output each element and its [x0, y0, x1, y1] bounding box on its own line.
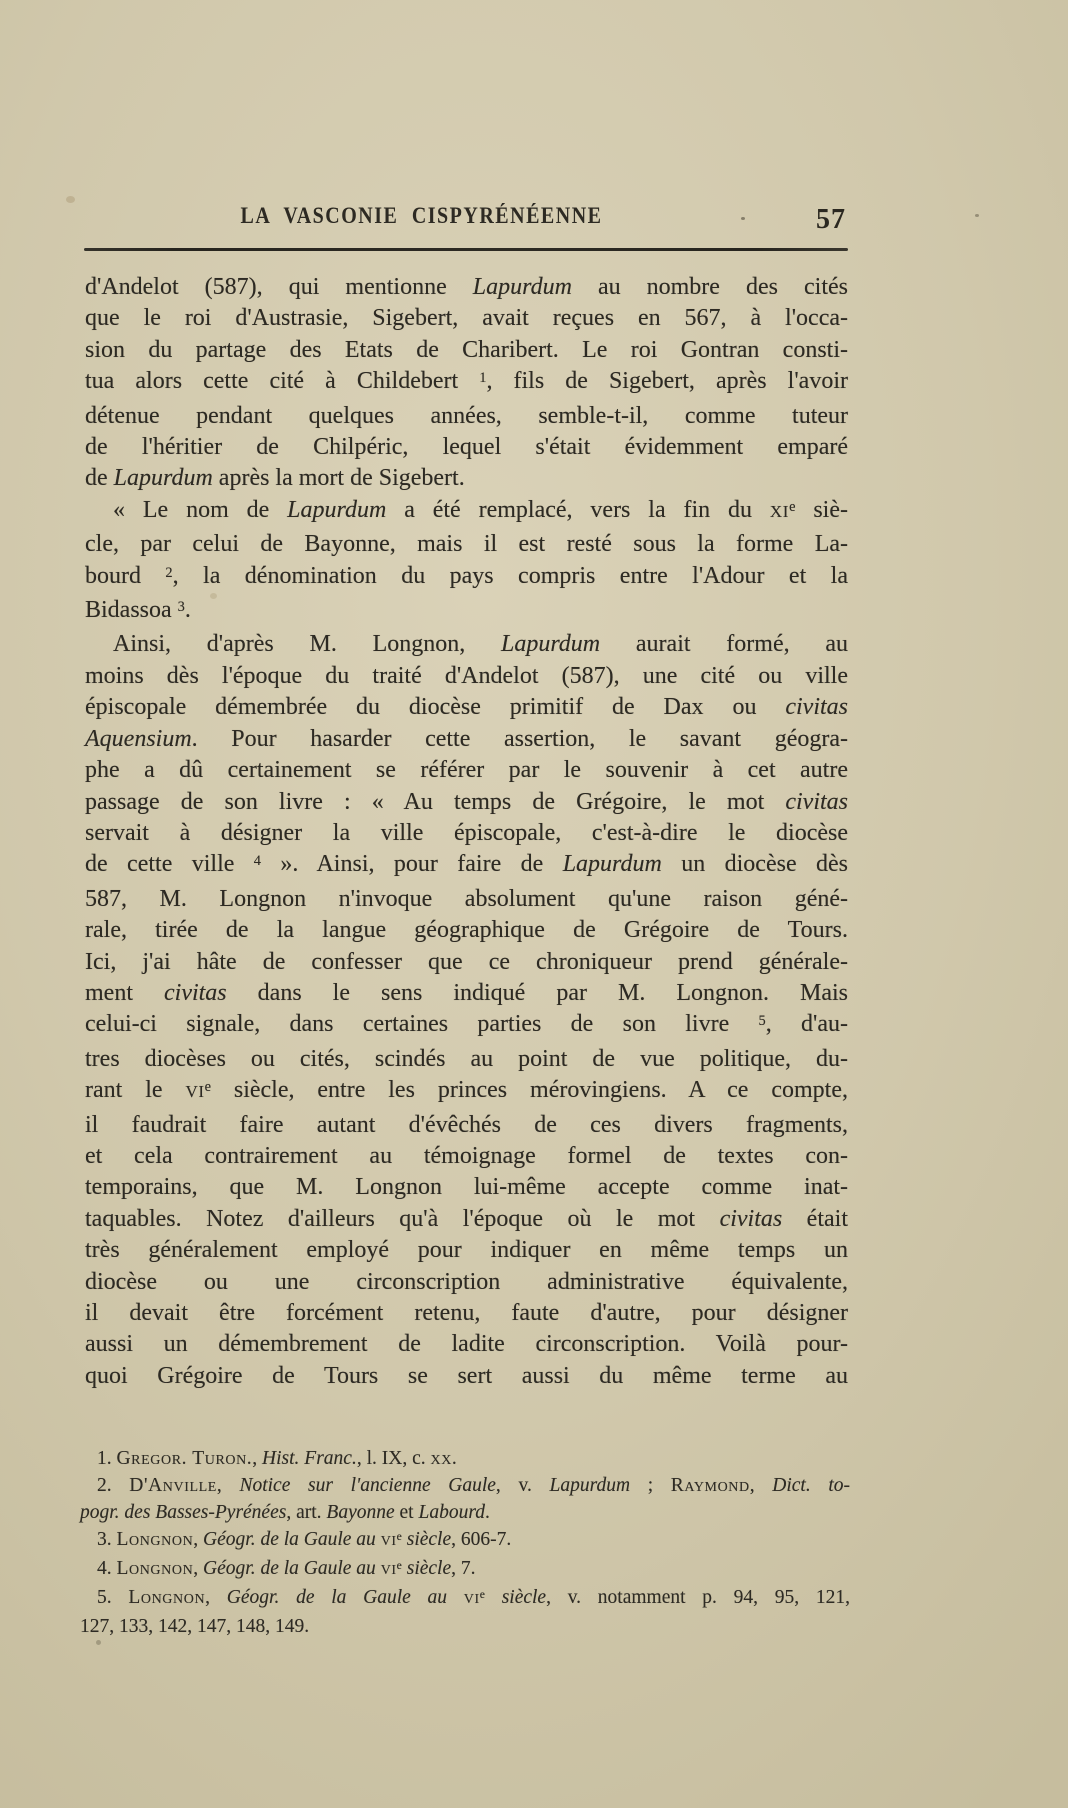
text-segment: Longnon [116, 1529, 194, 1550]
footnote-reference: 1 [479, 370, 487, 387]
scan-speck [975, 214, 979, 217]
text-line [85, 849, 848, 883]
text-segment: 587, M. Longnon n'invoque absolument qu'une raison géné- [85, 885, 848, 912]
text-segment: Gregor. Turon. [116, 1448, 253, 1469]
text-line [80, 1526, 850, 1555]
text-line [85, 463, 848, 494]
text-line [85, 595, 848, 629]
text-segment: Géogr. de la Gaule au [203, 1529, 381, 1550]
text-segment: aussi un démembrement de ladite circonscription. Voilà pour- [85, 1331, 848, 1358]
page-title: LA VASCONIE CISPYRÉNÉENNE [240, 202, 603, 229]
paragraph [85, 495, 848, 630]
text-line [85, 1110, 848, 1141]
text-line [85, 272, 848, 303]
text-segment: Dict. to- [772, 1475, 851, 1496]
text-segment: ; [630, 1475, 671, 1496]
text-line [80, 1472, 850, 1499]
text-line [85, 561, 848, 595]
text-segment: que le roi d'Austrasie, Sigebert, avait reçues en 567, à l'occa- [85, 305, 848, 332]
text-line [85, 1235, 848, 1266]
text-line [85, 366, 848, 400]
footnote-reference: e [204, 1079, 211, 1096]
text-segment: très généralement employé pour indiquer en même temps un [85, 1237, 848, 1264]
text-segment: détenue pendant quelques années, semble-t-il, comme tuteur [85, 402, 848, 429]
text-segment: , fils de Sigebert, après l'avoir [486, 368, 848, 395]
text-segment: phe a dû certainement se référer par le souvenir à cet autre [85, 757, 848, 784]
footnote-reference: 5 [758, 1013, 766, 1030]
text-segment: quoi Grégoire de Tours se sert aussi du même terme au [85, 1362, 848, 1389]
text-line [85, 303, 848, 334]
footnotes [80, 1445, 850, 1640]
text-segment: d'Andelot (587), qui mentionne [85, 274, 473, 300]
text-segment: ment [85, 979, 164, 1006]
text-segment: Lapurdum [472, 274, 572, 300]
text-segment: de [85, 465, 114, 492]
scan-speck [741, 217, 745, 220]
text-segment: moins dès l'époque du traité d'Andelot (587), une cité ou ville [85, 662, 848, 689]
text-segment: Bayonne [326, 1502, 395, 1523]
text-line [80, 1613, 850, 1640]
text-line [85, 1075, 848, 1109]
text-segment: il devait être forcément retenu, faute d'autre, pour désigner [85, 1300, 848, 1326]
text-segment: vi [463, 1587, 480, 1608]
text-segment: rale, tirée de la langue géographique de Grégoire de Tours. [85, 917, 848, 944]
text-segment: au nombre des cités [571, 274, 848, 300]
text-segment: il faudrait faire autant d'évêchés de ces divers fragments, [85, 1111, 848, 1138]
paragraph [85, 629, 848, 1392]
footnote-reference: e [789, 498, 796, 515]
text-line [85, 1329, 848, 1360]
text-segment: était [782, 1205, 848, 1232]
text-segment: de cette ville [85, 851, 254, 878]
scan-speck [96, 1640, 101, 1645]
text-segment: Longnon [128, 1587, 206, 1608]
paragraph [85, 272, 848, 495]
text-segment: Ici, j'ai hâte de confesser que ce chroniqueur prend générale- [85, 948, 848, 975]
text-segment: civitas [785, 694, 848, 721]
text-line [85, 661, 848, 692]
text-segment: Hist. Franc. [262, 1448, 357, 1469]
footnote-reference: 4 [253, 853, 261, 870]
text-segment: épiscopale démembrée du diocèse primitif de Dax ou [85, 694, 786, 721]
text-segment: 2. [97, 1475, 130, 1496]
text-segment: xi [769, 496, 790, 523]
text-segment: un diocèse dès [661, 851, 848, 878]
text-segment: taquables. Notez d'ailleurs qu'à l'époque où le mot [85, 1205, 720, 1232]
text-line [85, 495, 848, 529]
text-line [85, 629, 848, 660]
text-segment: , [749, 1475, 773, 1496]
body-text [85, 272, 848, 1392]
text-segment: « Le nom de [113, 496, 288, 523]
text-segment: de l'héritier de Chilpéric, lequel s'était évidemment emparé [85, 434, 848, 461]
text-segment: Géogr. de la Gaule au [203, 1558, 381, 1579]
text-segment: Ainsi, d'après M. Longnon, [113, 631, 501, 658]
text-segment: temporains, que M. Longnon lui-même accepte comme inat- [85, 1174, 848, 1201]
text-segment: pogr. des Basses-Pyrénées [80, 1502, 287, 1523]
text-segment: 5. [97, 1587, 129, 1608]
text-line [85, 915, 848, 946]
text-line [80, 1555, 850, 1584]
text-line [85, 884, 848, 915]
text-segment: siè- [795, 496, 848, 523]
text-line [85, 335, 848, 366]
text-segment: , l. IX, c. [356, 1448, 431, 1469]
text-segment: , art. [286, 1502, 327, 1523]
footnote-reference: 2 [165, 564, 173, 581]
text-segment: Aquensium [85, 725, 192, 752]
text-segment: vi [185, 1077, 205, 1104]
text-segment: siècle [501, 1587, 547, 1608]
footnote-reference: e [396, 1530, 402, 1544]
text-segment: 4. [97, 1558, 117, 1579]
footnote-reference: e [396, 1559, 402, 1573]
text-segment: après la mort de Sigebert. [212, 465, 465, 492]
text-segment: Raymond [670, 1475, 750, 1496]
text-line [85, 724, 848, 755]
text-line [80, 1584, 850, 1613]
text-line [85, 1044, 848, 1075]
text-segment: vi [380, 1558, 397, 1579]
text-line [80, 1499, 850, 1526]
text-segment: civitas [719, 1205, 783, 1232]
text-segment: xx [430, 1448, 452, 1469]
text-segment: civitas [164, 979, 227, 1006]
text-segment: rant le [85, 1077, 186, 1104]
text-segment: Lapurdum [549, 1475, 631, 1496]
text-segment: siècle [406, 1558, 452, 1579]
text-segment: civitas [785, 788, 848, 815]
text-segment: vi [380, 1529, 397, 1550]
text-segment: , [252, 1448, 263, 1469]
text-segment: 1. [97, 1448, 117, 1469]
footnote-reference: e [479, 1588, 485, 1602]
text-segment: bourd [85, 562, 166, 589]
text-line [85, 1361, 848, 1392]
text-line [85, 787, 848, 818]
text-segment: Lapurdum [562, 851, 662, 878]
text-segment: , v. [495, 1475, 550, 1496]
text-segment: , [216, 1475, 240, 1496]
text-segment: siècle [406, 1529, 452, 1550]
text-line [85, 1009, 848, 1043]
header-rule [84, 248, 848, 251]
text-line [85, 1298, 848, 1329]
text-segment: passage de son livre : « Au temps de Grégoire, le mot [85, 788, 786, 815]
text-segment: aurait formé, au [600, 631, 849, 658]
text-segment: . Pour hasarder cette assertion, le savant géogra- [191, 725, 848, 752]
text-segment: celui-ci signale, dans certaines parties de son livre [85, 1011, 759, 1038]
text-segment: D'Anville [129, 1475, 217, 1496]
text-segment: , [193, 1558, 204, 1579]
text-segment: Labourd [418, 1502, 485, 1523]
text-segment: tres diocèses ou cités, scindés au point de vue politique, du- [85, 1045, 848, 1072]
running-header [85, 204, 848, 238]
text-line [80, 1445, 850, 1472]
text-segment: dans le sens indiqué par M. Longnon. Mais [226, 979, 848, 1006]
text-line [85, 529, 848, 560]
text-segment: , 606-7. [451, 1529, 512, 1550]
text-line [85, 755, 848, 786]
text-segment: . [184, 597, 191, 624]
text-segment: Lapurdum [287, 496, 387, 523]
scan-speck [66, 196, 75, 203]
text-segment: , [193, 1529, 204, 1550]
text-segment: Lapurdum [501, 631, 601, 658]
text-segment: 127, 133, 142, 147, 148, 149. [80, 1616, 310, 1637]
text-segment: , v. notamment p. 94, 95, 121, [546, 1587, 851, 1608]
text-segment: et [394, 1502, 419, 1523]
text-segment: et cela contrairement au témoignage formel de textes con- [85, 1142, 848, 1169]
text-segment: 3. [97, 1529, 117, 1550]
text-segment: Notice sur l'ancienne Gaule [239, 1475, 496, 1496]
text-line [85, 1267, 848, 1298]
text-segment: sion du partage des Etats de Charibert. Le roi Gontran consti- [85, 336, 848, 363]
scan-speck [210, 593, 217, 599]
text-segment: siècle, entre les princes mérovingiens. A ce compte, [210, 1077, 848, 1104]
text-segment: Longnon [116, 1558, 194, 1579]
text-segment: Géogr. de la Gaule au [226, 1587, 464, 1608]
text-line [85, 401, 848, 432]
text-segment: , [205, 1587, 227, 1608]
text-segment: , 7. [451, 1558, 476, 1579]
text-segment [485, 1587, 502, 1608]
page-number: 57 [816, 204, 846, 235]
text-segment: , la dénomination du pays compris entre l'Adour et la [172, 562, 848, 589]
text-line [85, 692, 848, 723]
text-line [85, 1172, 848, 1203]
text-line [85, 978, 848, 1009]
text-line [85, 1141, 848, 1172]
text-segment: a été remplacé, vers la fin du [386, 496, 770, 523]
text-segment: . [451, 1448, 457, 1469]
text-segment: . [484, 1502, 490, 1523]
text-segment: tua alors cette cité à Childebert [85, 368, 480, 395]
text-line [85, 818, 848, 849]
text-segment: cle, par celui de Bayonne, mais il est resté sous la forme La- [85, 531, 848, 558]
text-segment: , d'au- [765, 1011, 848, 1038]
text-segment: Bidassoa [85, 597, 178, 624]
text-line [85, 432, 848, 463]
text-segment: servait à désigner la ville épiscopale, c'est-à-dire le diocèse [85, 819, 848, 846]
text-segment: Lapurdum [113, 465, 213, 492]
text-segment: ». Ainsi, pour faire de [261, 851, 563, 878]
text-segment: diocèse ou une circonscription administrative équivalente, [85, 1268, 848, 1295]
text-line [85, 1204, 848, 1235]
footnote-reference: 3 [177, 599, 185, 616]
text-line [85, 947, 848, 978]
